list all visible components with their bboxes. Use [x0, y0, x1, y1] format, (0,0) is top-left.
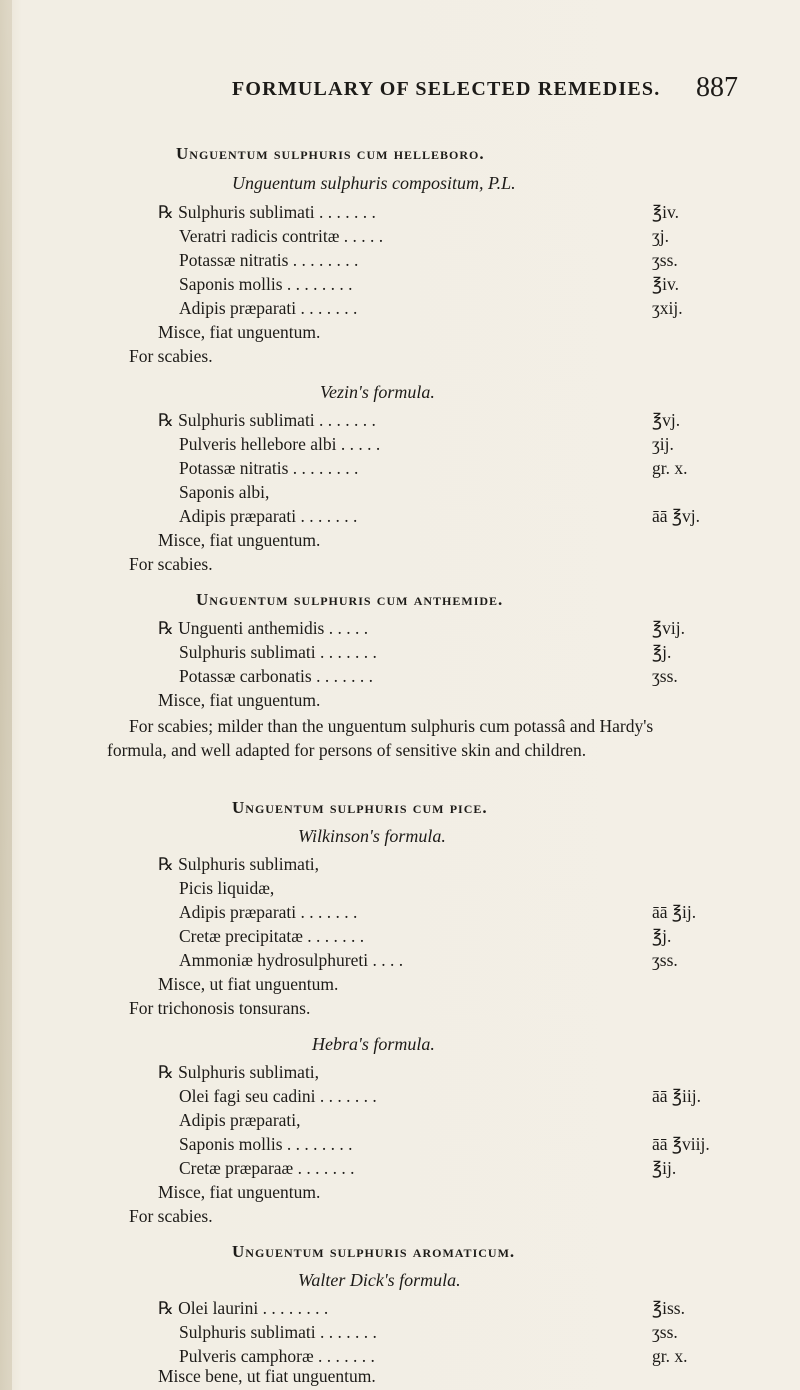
ingredient-line: Pulveris hellebore albi . . . . . [179, 434, 381, 454]
ingredient-dose: ʒss. [652, 950, 678, 970]
ingredient-dose: ʒss. [652, 250, 678, 270]
ingredient-dose: ℥ij. [652, 1158, 677, 1178]
ingredient-dose: ℥j. [652, 926, 672, 946]
ingredient-line: Sulphuris sublimati . . . . . . . [179, 1322, 377, 1342]
usage-note: For scabies; milder than the unguentum sulphuris cum potassâ and Hardy's [129, 716, 654, 736]
formula-subtitle: Wilkinson's formula. [298, 826, 446, 846]
usage-note: For scabies. [129, 554, 213, 574]
ingredient-dose: āā ℥ij. [652, 902, 697, 922]
formula-subtitle: Walter Dick's formula. [298, 1270, 461, 1290]
ingredient-line: Pulveris camphoræ . . . . . . . [179, 1346, 375, 1366]
ingredient-dose: gr. x. [652, 1346, 688, 1366]
ingredient-line: Potassæ carbonatis . . . . . . . [179, 666, 373, 686]
ingredient-dose: āā ℥iij. [652, 1086, 701, 1106]
page-number: 887 [696, 72, 738, 103]
ingredient-line: Ammoniæ hydrosulphureti . . . . [179, 950, 404, 970]
direction-line: Misce, ut fiat unguentum. [158, 974, 339, 994]
ingredient-dose: ʒj. [652, 226, 670, 246]
running-head: FORMULARY OF SELECTED REMEDIES. [232, 78, 661, 100]
ingredient-line: ℞ Sulphuris sublimati, [158, 854, 320, 874]
direction-line: Misce bene, ut fiat unguentum. [158, 1366, 376, 1386]
ingredient-line: Cretæ precipitatæ . . . . . . . [179, 926, 365, 946]
ingredient-line: Potassæ nitratis . . . . . . . . [179, 458, 359, 478]
ingredient-dose: gr. x. [652, 458, 688, 478]
ingredient-line: Picis liquidæ, [179, 878, 275, 898]
ingredient-line: Cretæ præparaæ . . . . . . . [179, 1158, 355, 1178]
ingredient-line: Adipis præparati, [179, 1110, 301, 1130]
usage-note: formula, and well adapted for persons of sensitive skin and children. [107, 740, 587, 760]
ingredient-line: Saponis albi, [179, 482, 270, 502]
ingredient-line: Saponis mollis . . . . . . . . [179, 1134, 353, 1154]
ingredient-dose: ℥iv. [652, 274, 679, 294]
ingredient-line: ℞ Sulphuris sublimati, [158, 1062, 320, 1082]
ingredient-dose: āā ℥vj. [652, 506, 701, 526]
usage-note: For trichonosis tonsurans. [129, 998, 311, 1018]
ingredient-line: Saponis mollis . . . . . . . . [179, 274, 353, 294]
direction-line: Misce, fiat unguentum. [158, 322, 321, 342]
ingredient-line: Potassæ nitratis . . . . . . . . [179, 250, 359, 270]
ingredient-dose: ℥vij. [652, 618, 685, 638]
ingredient-line: Adipis præparati . . . . . . . [179, 902, 358, 922]
ingredient-line: Olei fagi seu cadini . . . . . . . [179, 1086, 377, 1106]
section-subtitle: Unguentum sulphuris compositum, P.L. [232, 173, 516, 193]
ingredient-line: ℞ Sulphuris sublimati . . . . . . . [158, 410, 376, 430]
ingredient-line: ℞ Sulphuris sublimati . . . . . . . [158, 202, 376, 222]
usage-note: For scabies. [129, 346, 213, 366]
ingredient-line: Adipis præparati . . . . . . . [179, 506, 358, 526]
ingredient-line: Adipis præparati . . . . . . . [179, 298, 358, 318]
usage-note: For scabies. [129, 1206, 213, 1226]
ingredient-dose: ℥iv. [652, 202, 679, 222]
section-title: Unguentum sulphuris cum helleboro. [176, 144, 485, 163]
formula-subtitle: Vezin's formula. [320, 382, 435, 402]
ingredient-dose: ℥j. [652, 642, 672, 662]
page-gutter [0, 0, 12, 1390]
ingredient-dose: ʒss. [652, 666, 678, 686]
direction-line: Misce, fiat unguentum. [158, 690, 321, 710]
section-title: Unguentum sulphuris aromaticum. [232, 1242, 516, 1261]
ingredient-dose: ʒss. [652, 1322, 678, 1342]
ingredient-dose: ℥vj. [652, 410, 681, 430]
section-title: Unguentum sulphuris cum anthemide. [196, 590, 504, 609]
ingredient-line: ℞ Olei laurini . . . . . . . . [158, 1298, 329, 1318]
ingredient-line: ℞ Unguenti anthemidis . . . . . [158, 618, 369, 638]
ingredient-dose: āā ℥viij. [652, 1134, 710, 1154]
direction-line: Misce, fiat unguentum. [158, 1182, 321, 1202]
formula-subtitle: Hebra's formula. [312, 1034, 435, 1054]
direction-line: Misce, fiat unguentum. [158, 530, 321, 550]
ingredient-line: Veratri radicis contritæ . . . . . [179, 226, 384, 246]
section-title: Unguentum sulphuris cum pice. [232, 798, 488, 817]
ingredient-dose: ʒij. [652, 434, 674, 454]
ingredient-dose: ℥iss. [652, 1298, 685, 1318]
ingredient-line: Sulphuris sublimati . . . . . . . [179, 642, 377, 662]
ingredient-dose: ʒxij. [652, 298, 683, 318]
